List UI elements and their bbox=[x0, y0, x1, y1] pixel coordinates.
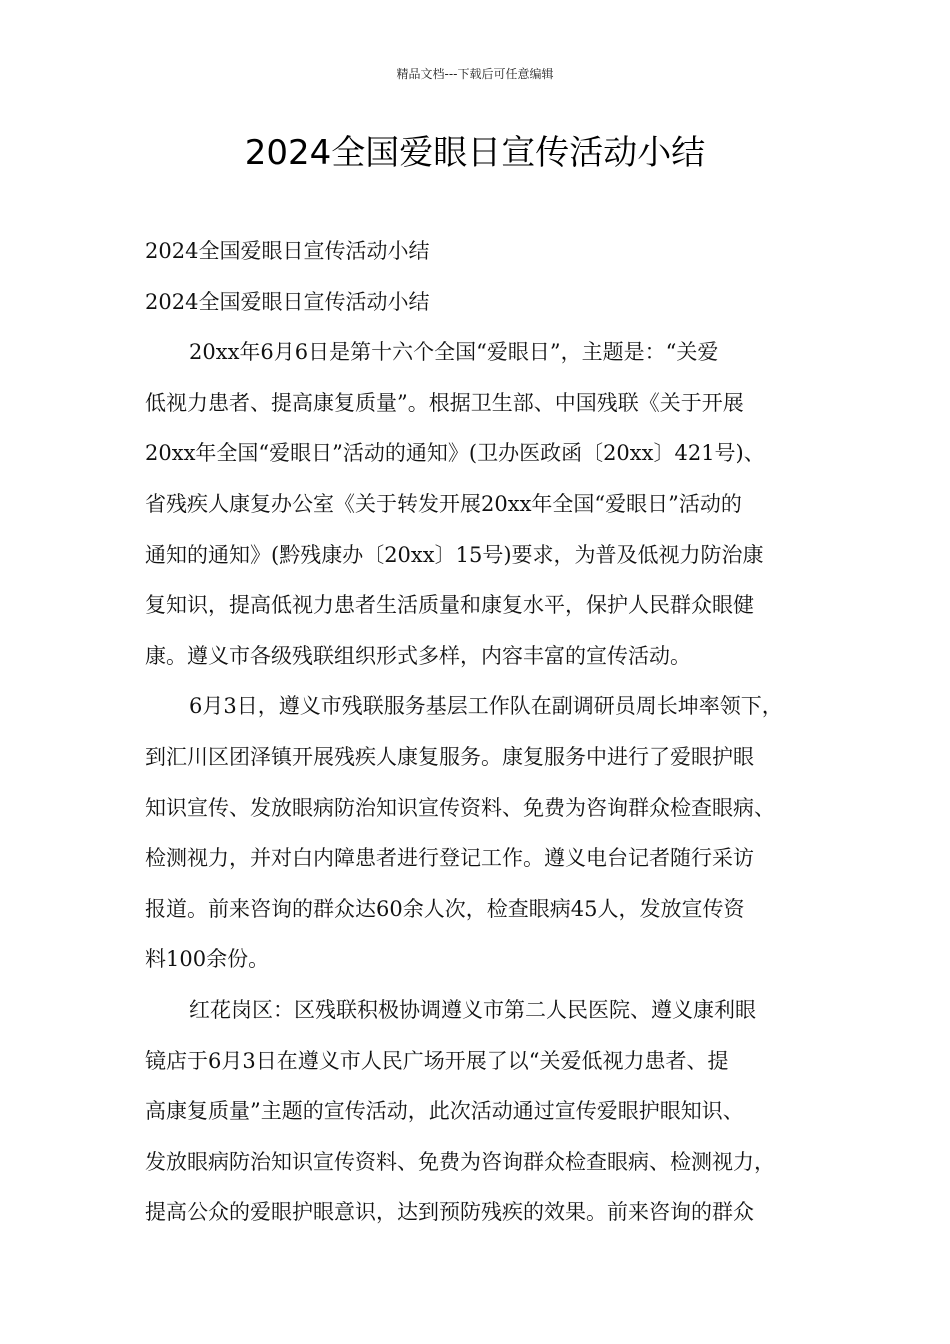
body-line: 到汇川区团泽镇开展残疾人康复服务。康复服务中进行了爱眼护眼 bbox=[145, 744, 754, 769]
body-line: 康。遵义市各级残联组织形式多样，内容丰富的宣传活动。 bbox=[145, 643, 691, 668]
paragraph-first-line: 红花岗区：区残联积极协调遵义市第二人民医院、遵义康利眼 bbox=[189, 997, 756, 1022]
document-body bbox=[145, 231, 825, 1243]
paragraph-first-line: 6月3日，遵义市残联服务基层工作队在副调研员周长坤率领下， bbox=[189, 694, 783, 719]
body-line: 报道。前来咨询的群众达60余人次，检查眼病45人，发放宣传资 bbox=[145, 896, 745, 921]
body-line: 2024全国爱眼日宣传活动小结 bbox=[145, 289, 430, 314]
paragraph-first-line: 20xx年6月6日是第十六个全国“爱眼日”，主题是：“关爱 bbox=[189, 340, 719, 365]
body-line: 20xx年全国“爱眼日”活动的通知》(卫办医政函〔20xx〕421号)、 bbox=[145, 441, 765, 466]
body-line: 2024全国爱眼日宣传活动小结 bbox=[145, 239, 430, 263]
body-line: 镜店于6月3日在遵义市人民广场开展了以“关爱低视力患者、提 bbox=[145, 1048, 729, 1073]
page-header: 精品文档---下载后可任意编辑 bbox=[396, 67, 554, 81]
body-line: 料100余份。 bbox=[145, 947, 270, 972]
body-line: 省残疾人康复办公室《关于转发开展20xx年全国“爱眼日”活动的 bbox=[145, 491, 742, 516]
body-line: 检测视力，并对白内障患者进行登记工作。遵义电台记者随行采访 bbox=[145, 846, 754, 871]
body-line: 发放眼病防治知识宣传资料、免费为咨询群众检查眼病、检测视力， bbox=[145, 1149, 775, 1174]
body-line: 通知的通知》(黔残康办〔20xx〕15号)要求，为普及低视力防治康 bbox=[145, 542, 764, 567]
body-line: 知识宣传、发放眼病防治知识宣传资料、免费为咨询群众检查眼病、 bbox=[145, 795, 775, 820]
body-line: 复知识，提高低视力患者生活质量和康复水平，保护人民群众眼健 bbox=[145, 593, 754, 618]
body-line: 高康复质量”主题的宣传活动，此次活动通过宣传爱眼护眼知识、 bbox=[145, 1099, 744, 1124]
document-title: 2024全国爱眼日宣传活动小结 bbox=[244, 133, 706, 173]
body-line: 低视力患者、提高康复质量”。根据卫生部、中国残联《关于开展 bbox=[145, 390, 744, 415]
body-line: 提高公众的爱眼护眼意识，达到预防残疾的效果。前来咨询的群众 bbox=[145, 1200, 754, 1225]
